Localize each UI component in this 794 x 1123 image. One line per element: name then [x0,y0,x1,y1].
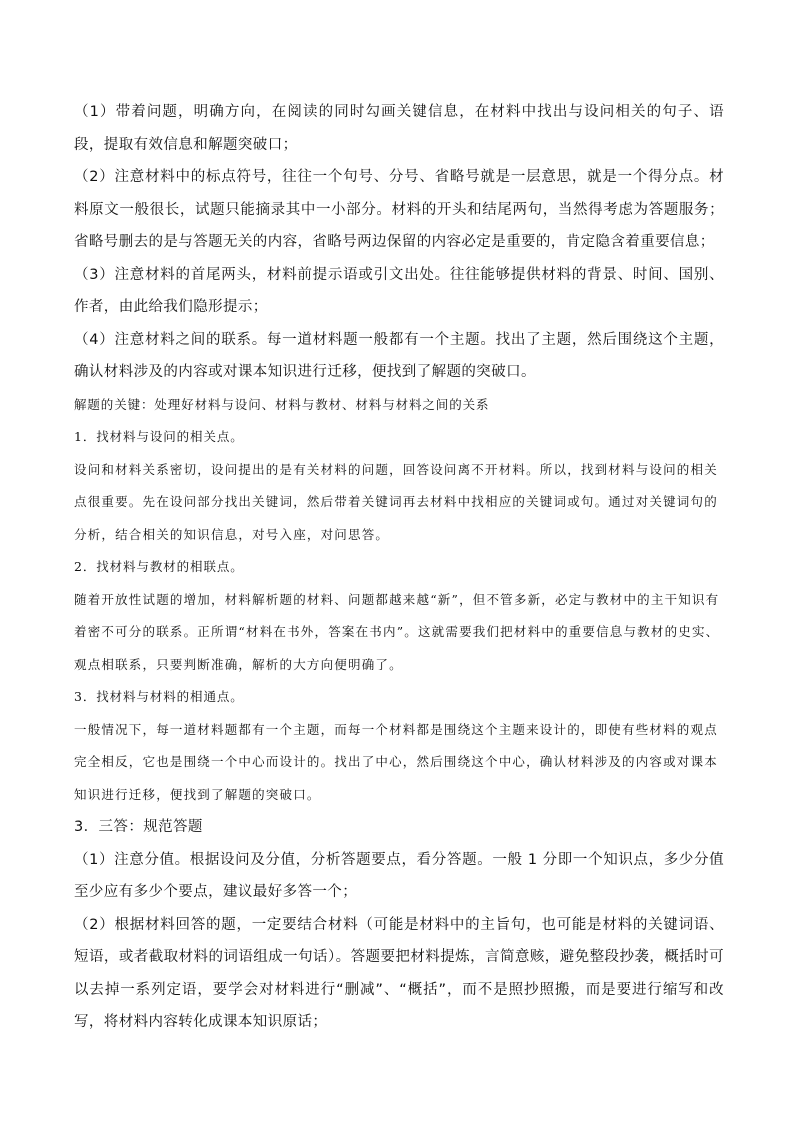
section-heading-key: 解题的关键：处理好材料与设问、材料与教材、材料与材料之间的关系 [74,396,490,412]
paragraph-4: （4）注意材料之间的联系。每一道材料题一般都有一个主题。找出了主题，然后围绕这个主题，确认材料涉及的内容或对课本知识进行迁移，便找到了解题的突破口。 [74,331,724,380]
paragraph-6: 随着开放性试题的增加，材料解析题的材料、问题都越来越“新”，但不管多新，必定与教材中的主干知识有着密不可分的联系。正所谓“材料在书外，答案在书内”。这就需要我们把材料中的重要信息与教材的史实、观点相联系，只要判断准确，解析的大方向便明确了。 [74,591,720,672]
paragraph-3: （3）注意材料的首尾两头，材料前提示语或引文出处。往往能够提供材料的背景、时间、国别、作者，由此给我们隐形提示； [74,266,724,315]
subheading-2: 2．找材料与教材的相联点。 [74,559,244,574]
section-heading-answer: 3．三答：规范答题 [74,819,203,835]
paragraph-5: 设问和材料关系密切，设问提出的是有关材料的问题，回答设问离不开材料。所以，找到材料与设问的相关点很重要。先在设问部分找出关键词，然后带着关键词再去材料中找相应的关键词或句。通过对关键词句的分析，结合相关的知识信息，对号入座，对问思答。 [74,461,718,542]
paragraph-9: （2）根据材料回答的题，一定要结合材料（可能是材料中的主旨句，也可能是材料的关键词语、短语，或者截取材料的词语组成一句话）。答题要把材料提炼，言简意赅，避免整段抄袭，概括时可以去掉一系列定语，要学会对材料进行“删减”、“概括”，而不是照抄照搬，而是要进行缩写和改写，将材料内容转化成课本知识原话； [74,916,724,1030]
paragraph-2: （2）注意材料中的标点符号，往往一个句号、分号、省略号就是一层意思，就是一个得分点。材料原文一般很长，试题只能摘录其中一小部分。材料的开头和结尾两句，当然得考虑为答题服务；省略号删去的是与答题无关的内容，省略号两边保留的内容必定是重要的，肯定隐含着重要信息； [74,169,724,250]
paragraph-1: （1）带着问题，明确方向，在阅读的同时勾画关键信息，在材料中找出与设问相关的句子、语段，提取有效信息和解题突破口； [74,104,724,153]
paragraph-8: （1）注意分值。根据设问及分值，分析答题要点，看分答题。一般 1 分即一个知识点，多少分值至少应有多少个要点，建议最好多答一个； [74,851,724,900]
subheading-1: 1．找材料与设问的相关点。 [74,429,244,444]
document-body [74,96,724,1039]
subheading-3: 3．找材料与材料的相通点。 [74,689,244,704]
paragraph-7: 一般情况下，每一道材料题都有一个主题，而每一个材料都是围绕这个主题来设计的，即使有些材料的观点完全相反，它也是围绕一个中心而设计的。找出了中心，然后围绕这个中心，确认材料涉及的内容或对课本知识进行迁移，便找到了解题的突破口。 [74,721,718,802]
